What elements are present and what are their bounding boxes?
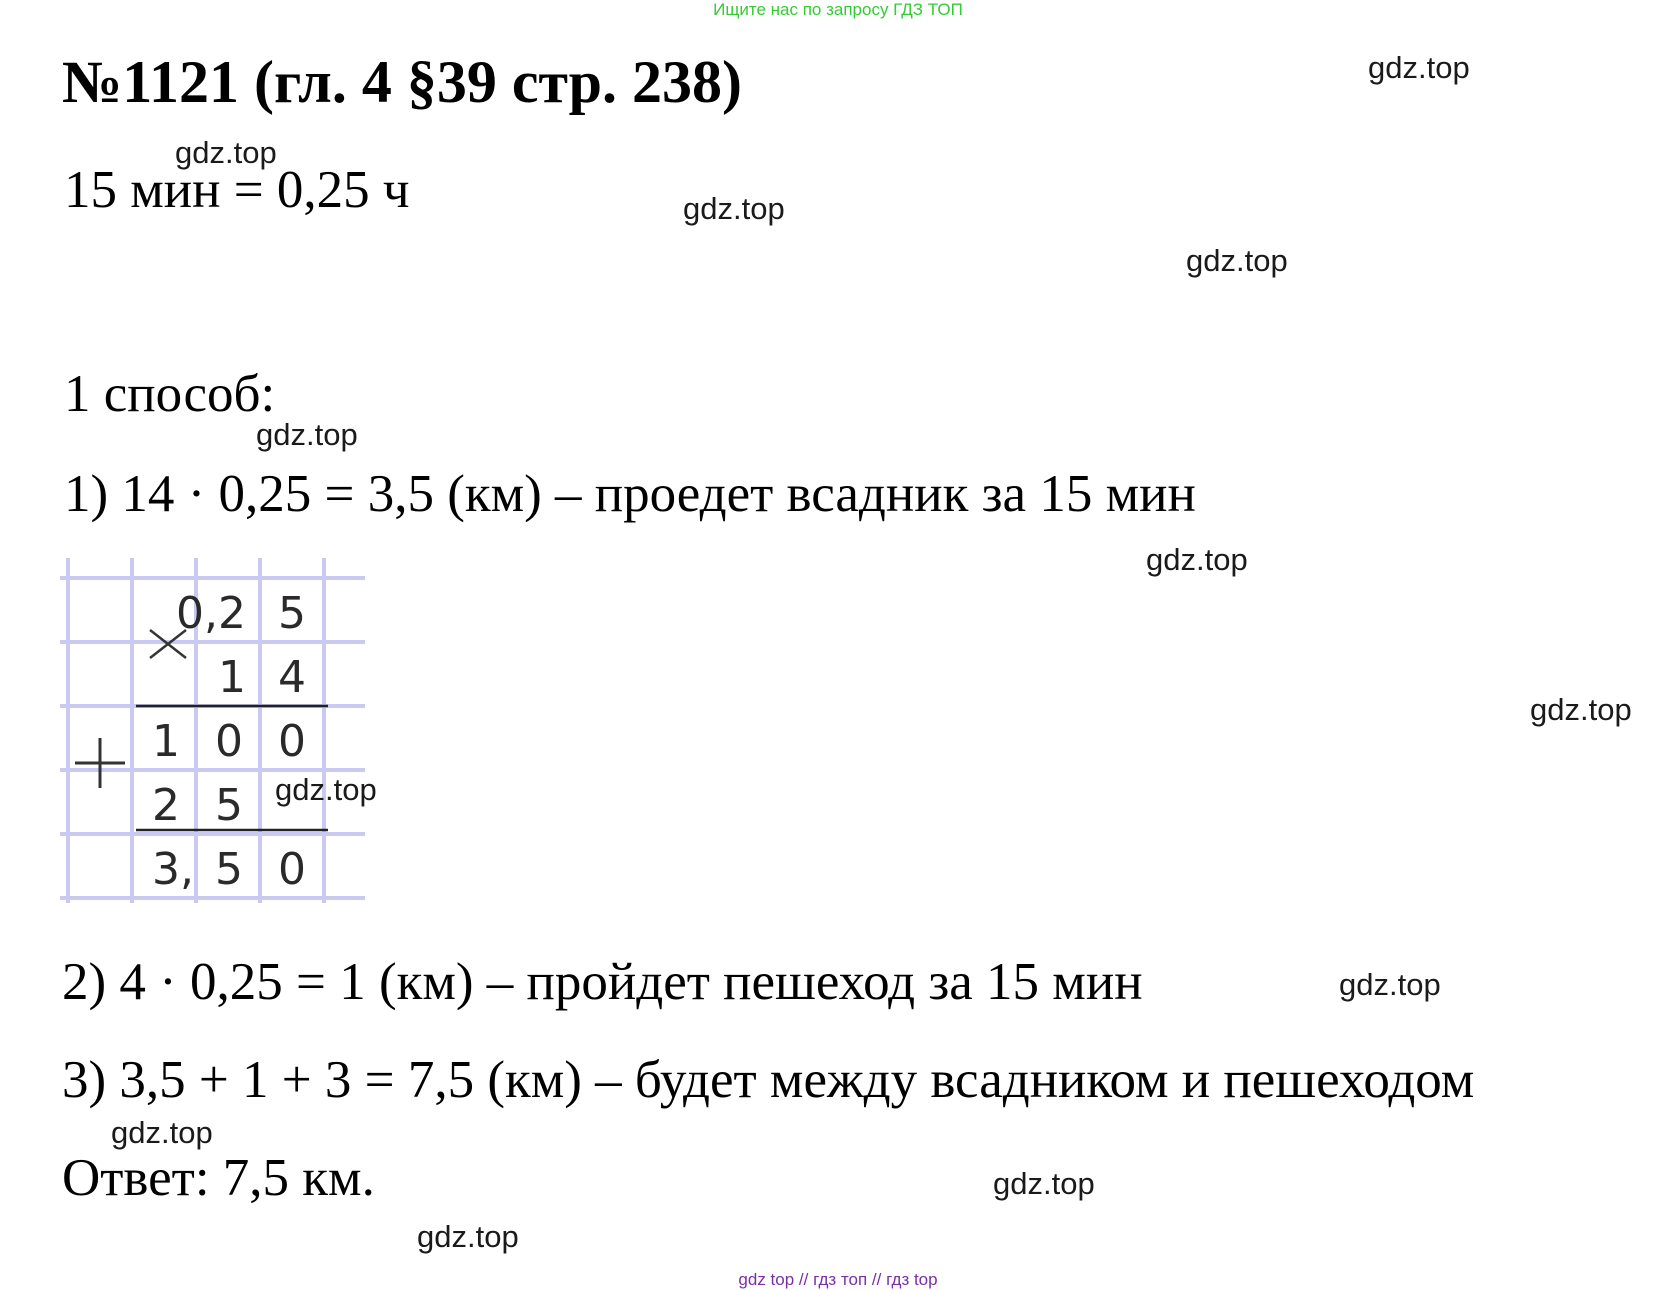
digit: 2 [152, 780, 180, 831]
search-banner: Ищите нас по запросу ГДЗ ТОП [713, 0, 963, 19]
plus-sign [75, 738, 125, 788]
digit: 5 [215, 780, 243, 831]
page-title: №1121 (гл. 4 §39 стр. 238) [62, 49, 743, 115]
watermark: gdz.top [275, 772, 377, 807]
watermark: gdz.top [993, 1166, 1095, 1201]
watermark: gdz.top [111, 1115, 213, 1150]
digit: 0 [215, 716, 243, 767]
conversion-line: 15 мин = 0,25 ч [64, 161, 410, 219]
watermark: gdz.top [175, 135, 277, 170]
watermark: gdz.top [417, 1219, 519, 1254]
step-1: 1) 14 · 0,25 = 3,5 (км) – проедет всадник за 15 мин [64, 465, 1196, 523]
digit: 5 [215, 844, 243, 895]
digit: 0 [278, 844, 306, 895]
digit: 0,2 [176, 588, 246, 639]
digit: 5 [278, 588, 306, 639]
watermark: gdz.top [256, 417, 358, 452]
column-multiplication [60, 558, 365, 903]
digit: 1 [218, 652, 246, 703]
digit: 3, [152, 844, 194, 895]
watermark: gdz.top [1530, 692, 1632, 727]
step-3: 3) 3,5 + 1 + 3 = 7,5 (км) – будет между всадником и пешеходом [62, 1051, 1475, 1109]
digit: 0 [278, 716, 306, 767]
footer-links: gdz top // гдз топ // гдз top [738, 1270, 938, 1289]
watermark: gdz.top [1339, 967, 1441, 1002]
watermark: gdz.top [1186, 243, 1288, 278]
watermark: gdz.top [1146, 542, 1248, 577]
answer-line: Ответ: 7,5 км. [62, 1149, 375, 1207]
method-heading: 1 способ: [64, 365, 276, 423]
watermark: gdz.top [1368, 50, 1470, 85]
watermark: gdz.top [683, 191, 785, 226]
digit: 1 [152, 716, 180, 767]
step-2: 2) 4 · 0,25 = 1 (км) – пройдет пешеход за 15 мин [62, 953, 1143, 1011]
digit: 4 [278, 652, 306, 703]
